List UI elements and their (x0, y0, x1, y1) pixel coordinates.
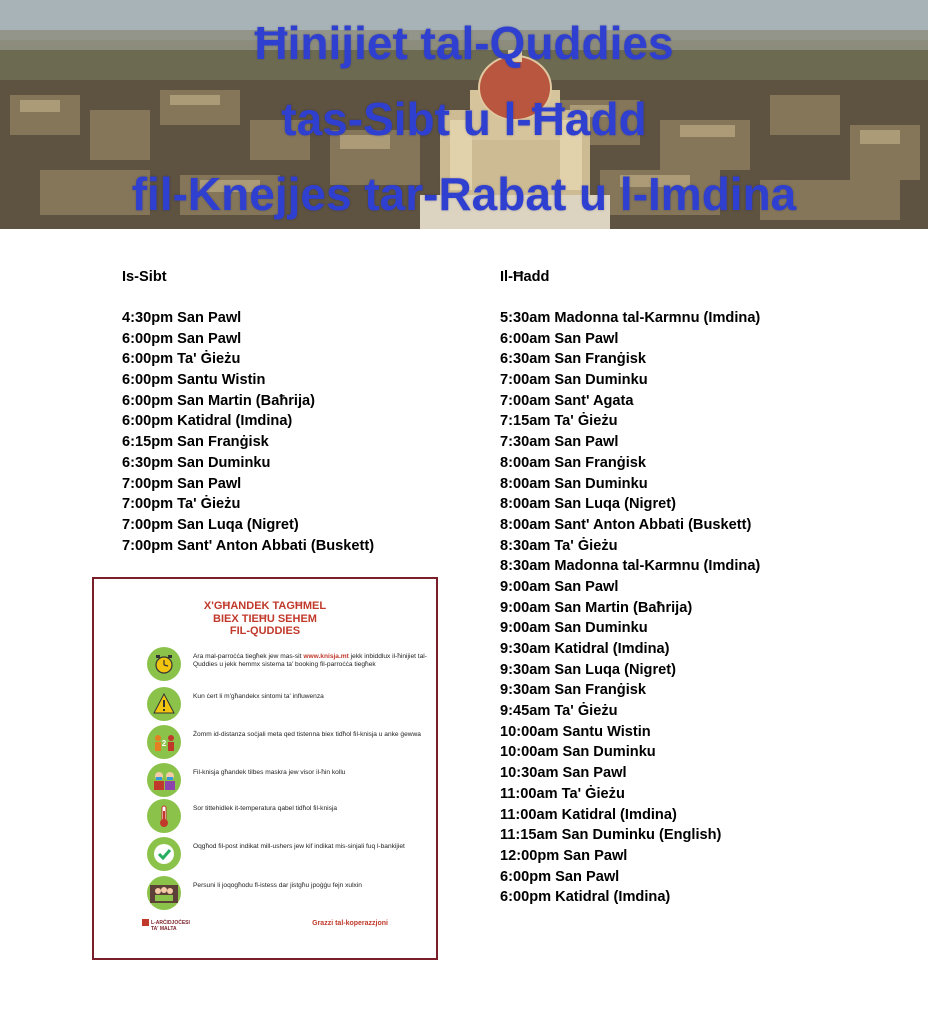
sunday-mass-row: 10:30am San Pawl (500, 765, 627, 782)
sunday-mass-row: 9:30am San Franġisk (500, 682, 647, 699)
guideline-text-part: jekk inbiddlux il-ħinijiet tal-Quddies u jekk hemmx sistema ta' booking fil-parroċċa tiegħek (193, 653, 427, 668)
archdiocese-logo (142, 919, 190, 932)
mask-icon (147, 763, 181, 797)
saturday-mass-row: 4:30pm San Pawl (122, 310, 242, 326)
sunday-mass-row: 6:00pm San Pawl (500, 868, 620, 885)
banner-title-line-3: fil-Knejjes tar-Rabat u l-Imdina (131, 168, 797, 220)
guideline-text-part: Persuni li joqogħodu fl-istess dar jistgħu jpoġġu fejn xulxin (193, 882, 362, 889)
saturday-mass-row: 6:30pm San Duminku (122, 454, 271, 471)
clock-icon (147, 647, 181, 681)
saturday-heading: Is-Sibt (122, 269, 167, 285)
header-banner (0, 0, 928, 229)
family-icon (147, 876, 181, 910)
saturday-mass-row: 6:00pm San Pawl (122, 330, 242, 347)
saturday-mass-row: 7:00pm San Pawl (122, 475, 242, 492)
sunday-mass-row: 10:00am Santu Wistin (500, 723, 651, 740)
saturday-mass-row: 7:00pm Ta' Ġieżu (122, 496, 241, 513)
poster-guideline-text (193, 882, 433, 890)
poster-title-line-1: X'GĦANDEK TAGĦMEL (203, 600, 327, 612)
sunday-mass-row: 8:30am Madonna tal-Karmnu (Imdina) (500, 558, 761, 575)
poster-title-line-3: FIL-QUDDIES (229, 625, 301, 637)
archdiocese-mark-icon (142, 919, 149, 926)
sunday-mass-row: 6:30am San Franġisk (500, 351, 647, 368)
sunday-mass-row: 9:30am Katidral (Imdina) (500, 641, 670, 657)
poster-guideline-text (193, 769, 433, 777)
sunday-mass-row: 8:00am San Duminku (500, 475, 648, 492)
saturday-mass-row: 7:00pm Sant' Anton Abbati (Buskett) (122, 537, 375, 554)
sunday-mass-row: 11:00am Katidral (Imdina) (500, 806, 677, 823)
poster-guideline-text (193, 843, 433, 851)
guideline-text-part: Fil-knisja għandek tilbes maskra jew visor il-ħin kollu (193, 769, 346, 776)
sunday-mass-row: 8:00am Sant' Anton Abbati (Buskett) (500, 516, 752, 533)
sunday-mass-row: 8:00am San Franġisk (500, 454, 647, 471)
poster-guideline-text (193, 693, 433, 701)
sunday-mass-row: 8:00am San Luqa (Nigret) (500, 496, 676, 513)
poster-guideline-text (193, 653, 433, 669)
sunday-mass-row: 9:45am Ta' Ġieżu (500, 703, 618, 720)
knisja-website-link[interactable]: www.knisja.mt (303, 653, 349, 660)
guideline-text-part: Sor tittehidlek it-temperatura qabel tidħol fil-knisja (193, 805, 338, 812)
sunday-mass-row: 9:00am San Duminku (500, 620, 648, 637)
saturday-mass-row: 6:00pm Katidral (Imdina) (122, 413, 293, 430)
saturday-mass-row: 6:00pm Ta' Ġieżu (122, 351, 241, 368)
sunday-heading: Il-Ħadd (500, 269, 550, 285)
saturday-mass-row: 7:00pm San Luqa (Nigret) (122, 516, 299, 533)
sunday-mass-row: 7:30am San Pawl (500, 434, 619, 451)
saturday-mass-list (122, 308, 374, 556)
poster-thanks: Grazzi tal-koperazzjoni (312, 920, 388, 927)
guideline-text-part: Ara mal-parroċċa tiegħek jew mas-sit (193, 653, 304, 660)
distance-icon (147, 725, 181, 759)
sunday-mass-row: 12:00pm San Pawl (500, 847, 628, 864)
saturday-mass-row: 6:00pm San Martin (Baħrija) (122, 392, 316, 409)
poster-guideline-text (193, 805, 433, 813)
sunday-mass-row: 9:30am San Luqa (Nigret) (500, 661, 676, 678)
sunday-mass-row: 7:15am Ta' Ġieżu (500, 413, 618, 430)
banner-title-line-2: tas-Sibt u l-Ħadd (281, 93, 647, 145)
svg-text:2: 2 (161, 739, 167, 748)
sunday-schedule (500, 267, 760, 908)
saturday-schedule (122, 267, 374, 556)
sunday-mass-list (500, 308, 760, 908)
covid-guidelines-poster (92, 577, 438, 960)
warning-icon (147, 687, 181, 721)
banner-title-line-1: Ħinijiet tal-Quddies (254, 17, 674, 69)
sunday-mass-row: 7:00am San Duminku (500, 372, 648, 389)
thermometer-icon (147, 799, 181, 833)
sunday-mass-row: 6:00am San Pawl (500, 330, 619, 347)
check-icon (147, 837, 181, 871)
saturday-mass-row: 6:15pm San Franġisk (122, 434, 269, 451)
saturday-mass-row: 6:00pm Santu Wistin (122, 372, 266, 389)
sunday-mass-row: 11:00am Ta' Ġieżu (500, 785, 625, 802)
poster-title (94, 600, 436, 638)
sunday-mass-row: 6:00pm Katidral (Imdina) (500, 889, 671, 906)
logo-line-2: TA' MALTA (151, 926, 177, 932)
guideline-text-part: Oqgħod fil-post indikat mill-ushers jew kif indikat mis-sinjali fuq l-bankijiet (193, 843, 405, 850)
sunday-mass-row: 9:00am San Martin (Baħrija) (500, 599, 693, 616)
guideline-text-part: Kun ċert li m'għandekx sintomi ta' influwenza (193, 693, 324, 700)
sunday-mass-row: 11:15am San Duminku (English) (500, 827, 722, 844)
poster-title-line-2: BIEX TIEĦU SEHEM (213, 612, 317, 625)
sunday-mass-row: 10:00am San Duminku (500, 744, 656, 761)
logo-line-1: L-ARĊIDJOĊESI (151, 919, 190, 926)
guideline-text-part: Żomm id-distanza soċjali meta qed tistenna biex tidħol fil-knisja u anke ġewwa (193, 731, 421, 738)
sunday-mass-row: 5:30am Madonna tal-Karmnu (Imdina) (500, 310, 761, 326)
sunday-mass-row: 8:30am Ta' Ġieżu (500, 537, 618, 554)
poster-guideline-text (193, 731, 433, 739)
sunday-mass-row: 9:00am San Pawl (500, 578, 619, 595)
sunday-mass-row: 7:00am Sant' Agata (500, 392, 634, 409)
